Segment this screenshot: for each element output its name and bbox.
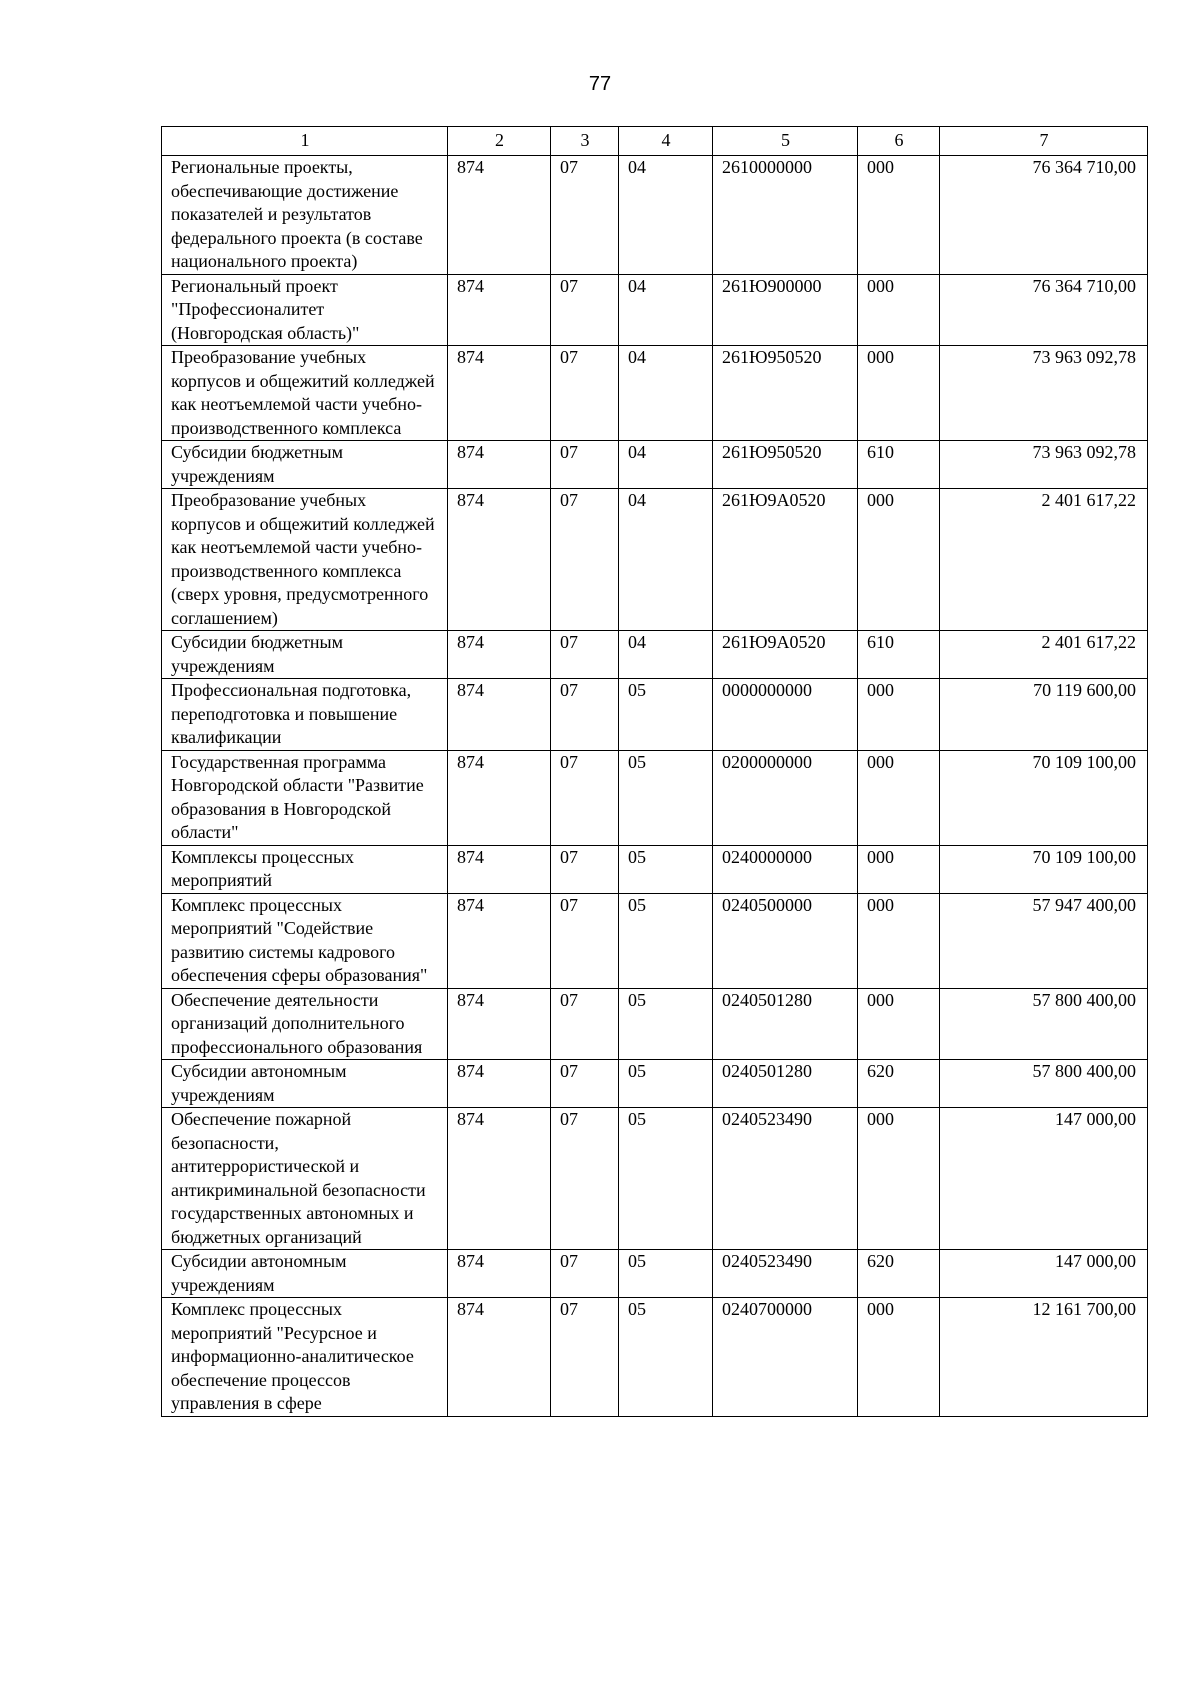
table-row — [162, 441, 1148, 489]
name-cell: Комплексы процессных мероприятий — [162, 845, 448, 893]
expense-type-cell: 000 — [858, 156, 940, 275]
admin-code-cell: 874 — [448, 441, 551, 489]
expense-type-cell: 000 — [858, 1108, 940, 1250]
table-row — [162, 893, 1148, 988]
section-cell: 07 — [551, 1250, 619, 1298]
section-cell: 07 — [551, 1060, 619, 1108]
expense-type-cell: 610 — [858, 631, 940, 679]
expense-type-cell: 620 — [858, 1060, 940, 1108]
expense-type-cell: 000 — [858, 988, 940, 1060]
subsection-cell: 05 — [619, 893, 713, 988]
section-cell: 07 — [551, 845, 619, 893]
target-article-cell: 0240501280 — [713, 1060, 858, 1108]
name-cell: Обеспечение деятельности организаций дополнительного профессионального образования — [162, 988, 448, 1060]
target-article-cell: 0240500000 — [713, 893, 858, 988]
section-cell: 07 — [551, 489, 619, 631]
table-row — [162, 489, 1148, 631]
page-number: 77 — [588, 73, 612, 95]
table-row — [162, 156, 1148, 275]
amount-cell: 2 401 617,22 — [940, 631, 1148, 679]
section-cell: 07 — [551, 346, 619, 441]
subsection-cell: 04 — [619, 346, 713, 441]
target-article-cell: 261Ю950520 — [713, 441, 858, 489]
section-cell: 07 — [551, 679, 619, 751]
header-cell-7: 7 — [940, 127, 1148, 156]
name-cell: Региональный проект "Профессионалитет (Новгородская область)" — [162, 274, 448, 346]
amount-cell: 57 800 400,00 — [940, 988, 1148, 1060]
admin-code-cell: 874 — [448, 750, 551, 845]
expense-type-cell: 000 — [858, 679, 940, 751]
subsection-cell: 05 — [619, 1060, 713, 1108]
amount-cell: 57 800 400,00 — [940, 1060, 1148, 1108]
admin-code-cell: 874 — [448, 1108, 551, 1250]
target-article-cell: 0240000000 — [713, 845, 858, 893]
header-cell-5: 5 — [713, 127, 858, 156]
table-row — [162, 631, 1148, 679]
header-cell-4: 4 — [619, 127, 713, 156]
name-cell: Региональные проекты, обеспечивающие достижение показателей и результатов федерального проекта (в составе национального проекта) — [162, 156, 448, 275]
section-cell: 07 — [551, 1108, 619, 1250]
amount-cell: 70 109 100,00 — [940, 845, 1148, 893]
header-cell-6: 6 — [858, 127, 940, 156]
expense-type-cell: 000 — [858, 274, 940, 346]
admin-code-cell: 874 — [448, 631, 551, 679]
name-cell: Субсидии автономным учреждениям — [162, 1250, 448, 1298]
target-article-cell: 0240523490 — [713, 1250, 858, 1298]
expense-type-cell: 610 — [858, 441, 940, 489]
section-cell: 07 — [551, 750, 619, 845]
target-article-cell: 0240523490 — [713, 1108, 858, 1250]
table-row — [162, 679, 1148, 751]
amount-cell: 73 963 092,78 — [940, 441, 1148, 489]
table-row — [162, 1298, 1148, 1417]
subsection-cell: 04 — [619, 441, 713, 489]
admin-code-cell: 874 — [448, 893, 551, 988]
amount-cell: 57 947 400,00 — [940, 893, 1148, 988]
budget-table — [161, 126, 1148, 1417]
header-row — [162, 127, 1148, 156]
section-cell: 07 — [551, 1298, 619, 1417]
subsection-cell: 04 — [619, 631, 713, 679]
admin-code-cell: 874 — [448, 156, 551, 275]
subsection-cell: 05 — [619, 988, 713, 1060]
admin-code-cell: 874 — [448, 1298, 551, 1417]
amount-cell: 12 161 700,00 — [940, 1298, 1148, 1417]
table-row — [162, 1060, 1148, 1108]
section-cell: 07 — [551, 156, 619, 275]
admin-code-cell: 874 — [448, 845, 551, 893]
header-cell-3: 3 — [551, 127, 619, 156]
section-cell: 07 — [551, 631, 619, 679]
subsection-cell: 05 — [619, 679, 713, 751]
table-row — [162, 274, 1148, 346]
subsection-cell: 04 — [619, 274, 713, 346]
admin-code-cell: 874 — [448, 1250, 551, 1298]
admin-code-cell: 874 — [448, 346, 551, 441]
name-cell: Преобразование учебных корпусов и общежитий колледжей как неотъемлемой части учебно-производственного комплекса (сверх уровня, предусмотренного соглашением) — [162, 489, 448, 631]
expense-type-cell: 000 — [858, 893, 940, 988]
name-cell: Субсидии автономным учреждениям — [162, 1060, 448, 1108]
subsection-cell: 05 — [619, 750, 713, 845]
admin-code-cell: 874 — [448, 274, 551, 346]
subsection-cell: 05 — [619, 845, 713, 893]
table-row — [162, 346, 1148, 441]
name-cell: Преобразование учебных корпусов и общежитий колледжей как неотъемлемой части учебно-производственного комплекса — [162, 346, 448, 441]
amount-cell: 76 364 710,00 — [940, 274, 1148, 346]
amount-cell: 70 109 100,00 — [940, 750, 1148, 845]
admin-code-cell: 874 — [448, 489, 551, 631]
subsection-cell: 05 — [619, 1108, 713, 1250]
target-article-cell: 0240700000 — [713, 1298, 858, 1417]
section-cell: 07 — [551, 893, 619, 988]
amount-cell: 76 364 710,00 — [940, 156, 1148, 275]
admin-code-cell: 874 — [448, 679, 551, 751]
name-cell: Профессиональная подготовка, переподготовка и повышение квалификации — [162, 679, 448, 751]
expense-type-cell: 000 — [858, 845, 940, 893]
header-cell-1: 1 — [162, 127, 448, 156]
admin-code-cell: 874 — [448, 988, 551, 1060]
admin-code-cell: 874 — [448, 1060, 551, 1108]
table-body — [162, 156, 1148, 1417]
subsection-cell: 05 — [619, 1250, 713, 1298]
amount-cell: 70 119 600,00 — [940, 679, 1148, 751]
target-article-cell: 261Ю950520 — [713, 346, 858, 441]
name-cell: Субсидии бюджетным учреждениям — [162, 631, 448, 679]
section-cell: 07 — [551, 988, 619, 1060]
expense-type-cell: 000 — [858, 489, 940, 631]
table-row — [162, 845, 1148, 893]
header-cell-2: 2 — [448, 127, 551, 156]
expense-type-cell: 000 — [858, 346, 940, 441]
target-article-cell: 261Ю9А0520 — [713, 489, 858, 631]
expense-type-cell: 000 — [858, 1298, 940, 1417]
target-article-cell: 261Ю900000 — [713, 274, 858, 346]
subsection-cell: 04 — [619, 489, 713, 631]
target-article-cell: 2610000000 — [713, 156, 858, 275]
table-row — [162, 750, 1148, 845]
target-article-cell: 0000000000 — [713, 679, 858, 751]
target-article-cell: 261Ю9А0520 — [713, 631, 858, 679]
amount-cell: 2 401 617,22 — [940, 489, 1148, 631]
section-cell: 07 — [551, 274, 619, 346]
table-header — [162, 127, 1148, 156]
amount-cell: 73 963 092,78 — [940, 346, 1148, 441]
amount-cell: 147 000,00 — [940, 1108, 1148, 1250]
name-cell: Обеспечение пожарной безопасности, антитеррористической и антикриминальной безопасности государственных автономных и бюджетных организаций — [162, 1108, 448, 1250]
name-cell: Субсидии бюджетным учреждениям — [162, 441, 448, 489]
name-cell: Комплекс процессных мероприятий "Содействие развитию системы кадрового обеспечения сферы образования" — [162, 893, 448, 988]
table-row — [162, 1108, 1148, 1250]
expense-type-cell: 620 — [858, 1250, 940, 1298]
subsection-cell: 04 — [619, 156, 713, 275]
section-cell: 07 — [551, 441, 619, 489]
amount-cell: 147 000,00 — [940, 1250, 1148, 1298]
name-cell: Государственная программа Новгородской области "Развитие образования в Новгородской области" — [162, 750, 448, 845]
name-cell: Комплекс процессных мероприятий "Ресурсное и информационно-аналитическое обеспечение процессов управления в сфере — [162, 1298, 448, 1417]
target-article-cell: 0200000000 — [713, 750, 858, 845]
subsection-cell: 05 — [619, 1298, 713, 1417]
target-article-cell: 0240501280 — [713, 988, 858, 1060]
table-row — [162, 988, 1148, 1060]
expense-type-cell: 000 — [858, 750, 940, 845]
table-row — [162, 1250, 1148, 1298]
